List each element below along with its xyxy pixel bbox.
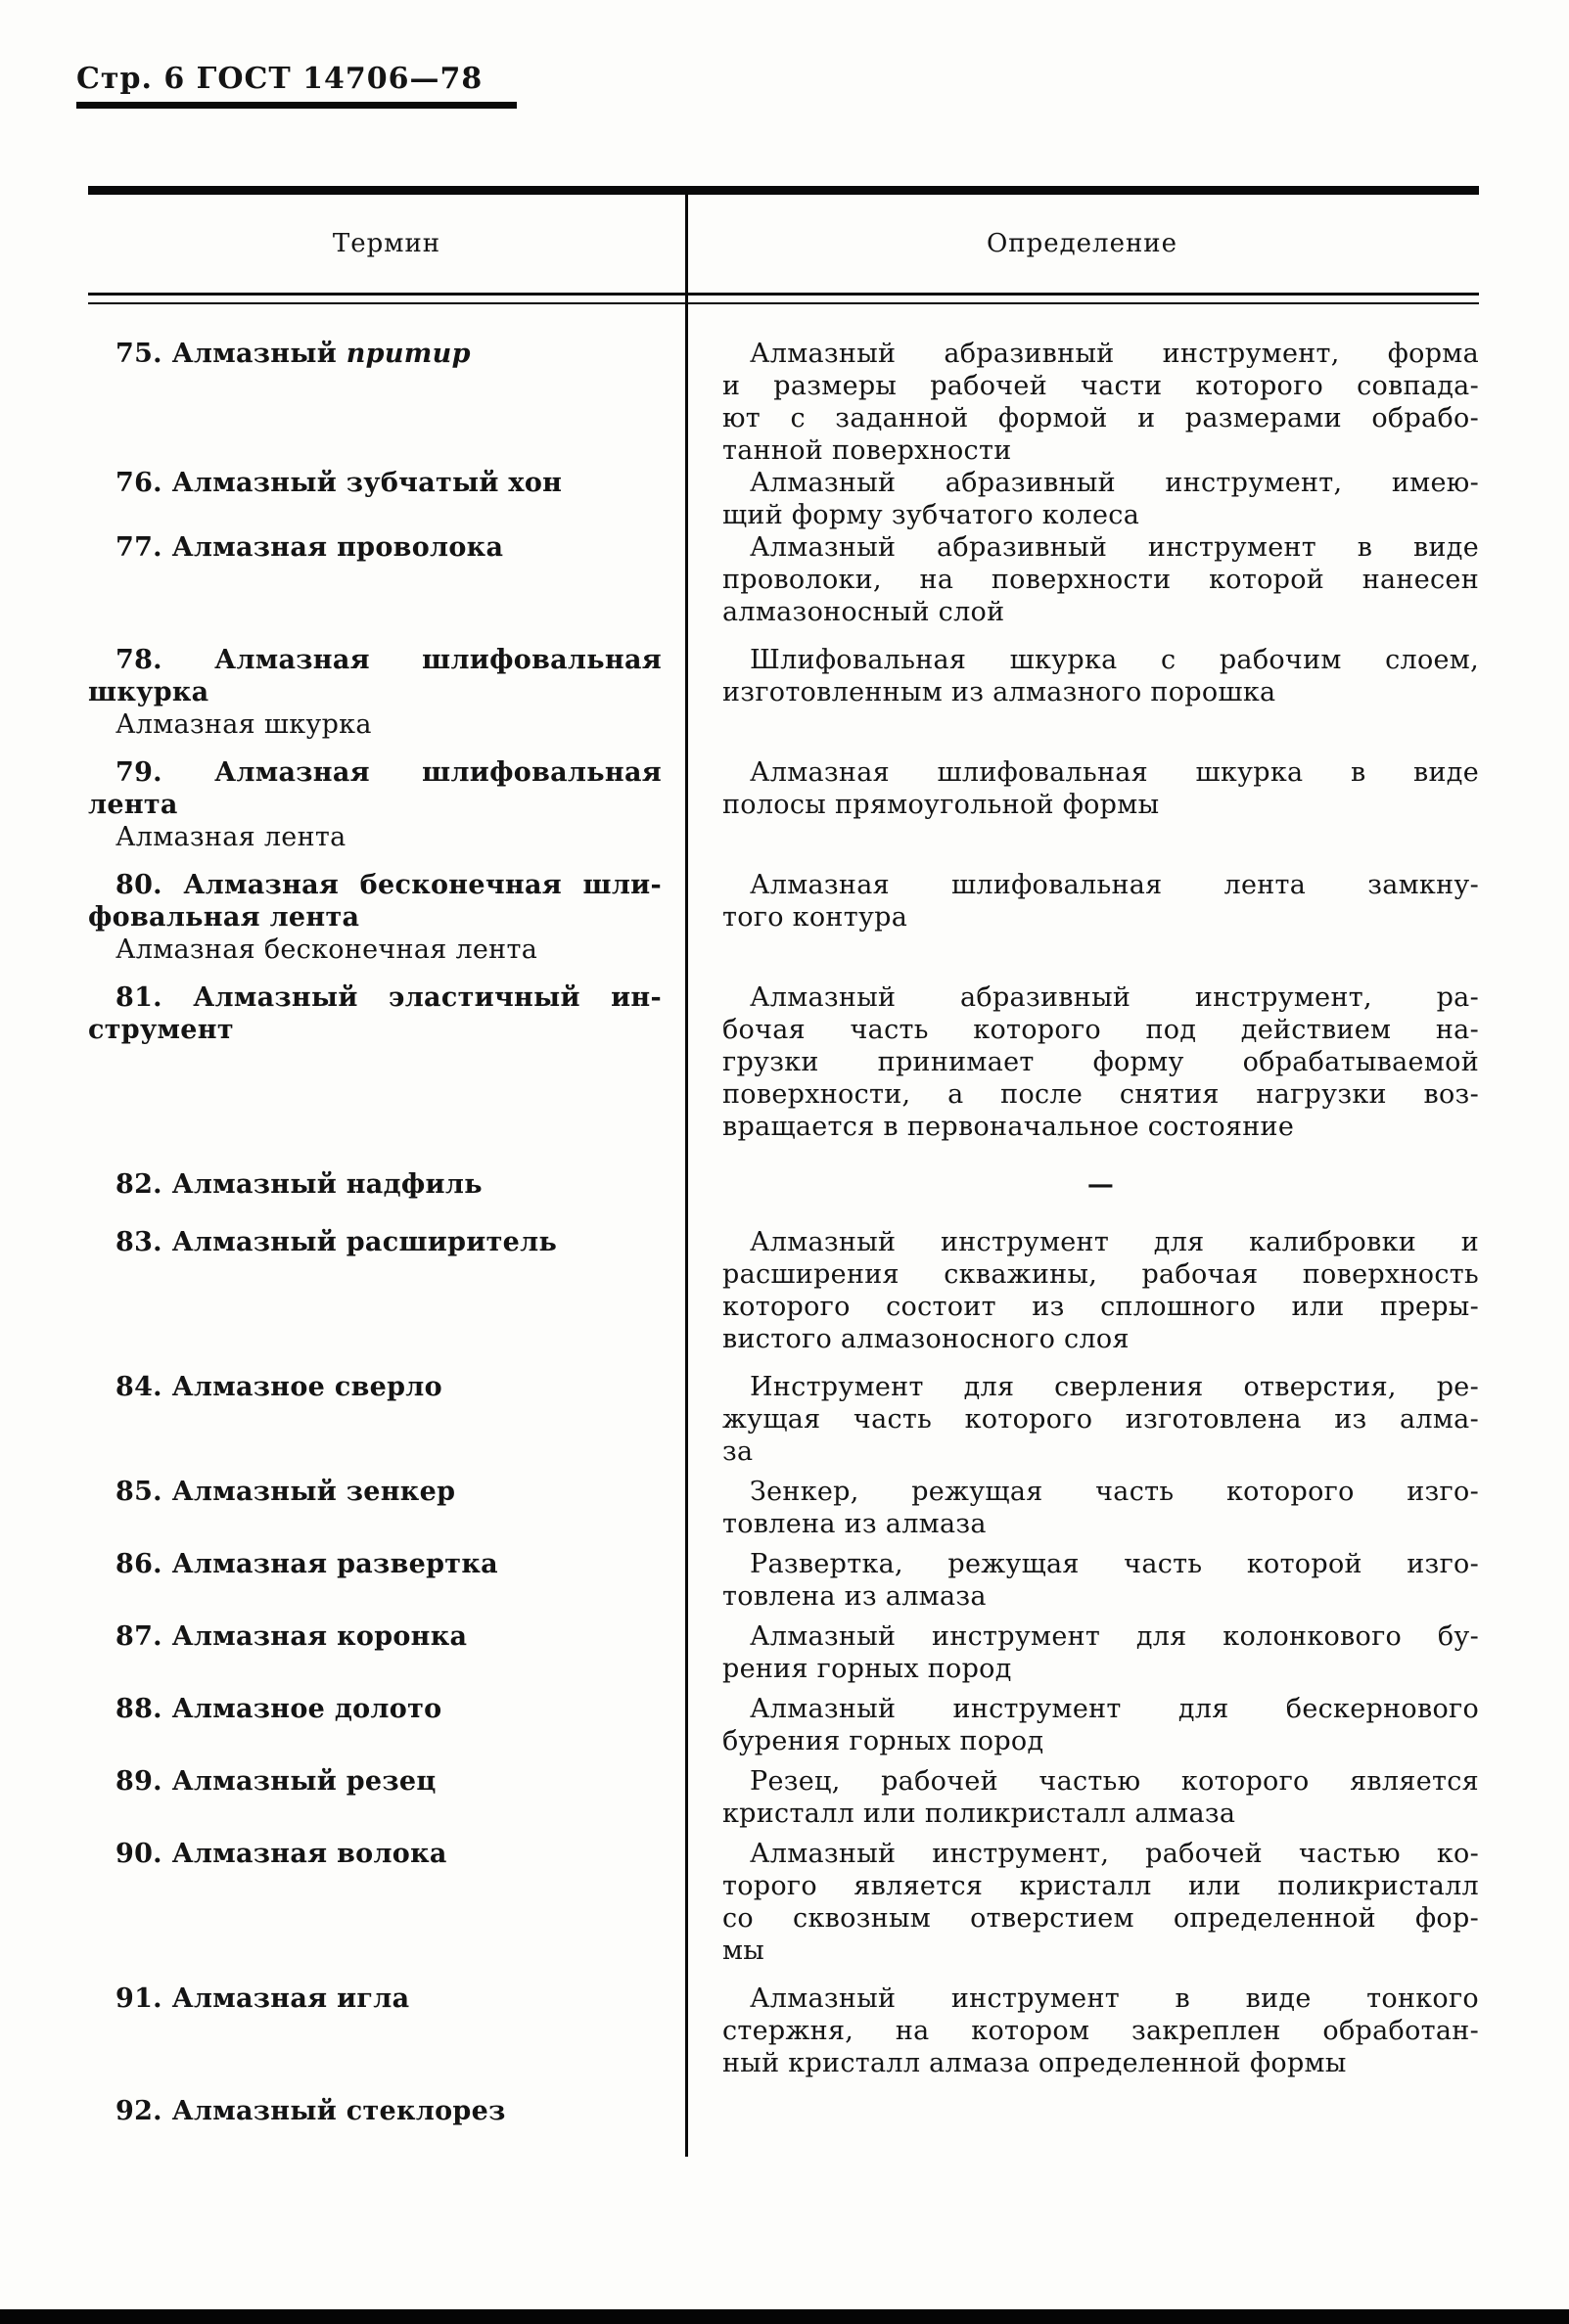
term-cell (88, 1982, 685, 2079)
terms-table (88, 186, 1479, 2157)
term-text: 87. Алмазная коронка (115, 1621, 468, 1652)
definition-text: Зенкер, режущая часть которого изго- (750, 1477, 1479, 1507)
definition-text: за (722, 1436, 754, 1467)
scan-edge-bottom (0, 2309, 1569, 2324)
definition-text: ный кристалл алмаза определенной формы (722, 2048, 1347, 2078)
definition-text: товлена из алмаза (722, 1509, 987, 1539)
term-text: 86. Алмазная развертка (115, 1549, 498, 1579)
definition-text: изготовленным из алмазного порошка (722, 677, 1276, 707)
definition-text: Инструмент для сверления отверстия, ре- (750, 1372, 1479, 1402)
definition-text: алмазоносный слой (722, 597, 1005, 627)
term-row (88, 1548, 1479, 1613)
definition-cell (685, 869, 1479, 966)
term-row (88, 1168, 1479, 1201)
definition-text: Алмазный абразивный инструмент, форма (750, 339, 1479, 369)
definition-text: торого является кристалл или поликристалл (722, 1871, 1479, 1901)
term-cell (88, 1548, 685, 1613)
page-header (76, 63, 517, 109)
term-text: 82. Алмазный надфиль (115, 1169, 483, 1200)
definition-cell (685, 338, 1479, 467)
definition-text: Алмазный инструмент для калибровки и (750, 1227, 1479, 1257)
term-cell (88, 1838, 685, 1967)
column-divider (685, 195, 688, 2157)
term-text: 75. Алмазный притир (115, 339, 471, 369)
definition-text: Алмазный абразивный инструмент в виде (750, 532, 1479, 563)
definition-dash: — (1086, 1169, 1115, 1200)
definition-cell (685, 1548, 1479, 1613)
definition-cell (685, 1982, 1479, 2079)
header-underline (76, 102, 517, 109)
term-row (88, 1693, 1479, 1757)
definition-cell (685, 1693, 1479, 1757)
term-synonym: Алмазная лента (115, 822, 346, 852)
definition-text: грузки принимает форму обрабатываемой (722, 1047, 1479, 1077)
column-header-term: Термин (332, 228, 441, 258)
term-text: 76. Алмазный зубчатый хон (115, 468, 563, 498)
definition-cell (685, 1838, 1479, 1967)
definition-text: Алмазный инструмент, рабочей частью ко- (750, 1839, 1479, 1869)
definition-text: мы (722, 1936, 765, 1966)
definition-cell (685, 1765, 1479, 1830)
term-synonym: Алмазная шкурка (115, 709, 372, 740)
definition-text: поверхности, а после снятия нагрузки воз- (722, 1079, 1479, 1110)
term-text: 78. Алмазная шлифовальная (115, 645, 662, 675)
definition-text: проволоки, на поверхности которой нанесен (722, 565, 1479, 595)
term-row (88, 1765, 1479, 1830)
header-separator (88, 293, 1479, 304)
table-rows (88, 304, 1479, 2157)
definition-text: Алмазный инструмент в виде тонкого (750, 1983, 1479, 2014)
definition-cell (685, 1226, 1479, 1355)
term-cell (88, 869, 685, 966)
definition-cell (685, 1371, 1479, 1468)
table-header-row (88, 195, 1479, 293)
term-row (88, 644, 1479, 741)
term-cell (88, 756, 685, 853)
term-text: 79. Алмазная шлифовальная (115, 757, 662, 788)
definition-text: танной поверхности (722, 435, 1012, 466)
term-row (88, 981, 1479, 1143)
term-cell (88, 1371, 685, 1468)
term-row (88, 869, 1479, 966)
definition-cell (685, 644, 1479, 741)
term-text: шкурка (88, 677, 209, 707)
definition-text: Алмазный абразивный инструмент, ра- (750, 982, 1479, 1013)
definition-text: со сквозным отверстием определенной фор- (722, 1903, 1479, 1934)
definition-text: Алмазный инструмент для колонкового бу- (750, 1621, 1479, 1652)
definition-text: бурения горных пород (722, 1726, 1044, 1756)
definition-text: Развертка, режущая часть которой изго- (750, 1549, 1479, 1579)
definition-text: расширения скважины, рабочая поверхность (722, 1259, 1479, 1290)
term-row (88, 756, 1479, 853)
term-text: 89. Алмазный резец (115, 1766, 437, 1797)
term-cell (88, 531, 685, 628)
definition-text: Алмазный инструмент для бескернового (750, 1694, 1479, 1724)
definition-text: жущая часть которого изготовлена из алма- (722, 1404, 1479, 1435)
term-cell (88, 1620, 685, 1685)
term-row (88, 1226, 1479, 1355)
definition-text: того контура (722, 902, 908, 933)
definition-cell (685, 1620, 1479, 1685)
term-text: 90. Алмазная волока (115, 1839, 447, 1869)
term-row (88, 467, 1479, 531)
definition-text: Алмазная шлифовальная шкурка в виде (750, 757, 1479, 788)
term-cell (88, 981, 685, 1143)
term-text: фовальная лента (88, 902, 360, 933)
term-text: струмент (88, 1015, 234, 1045)
term-row (88, 1476, 1479, 1540)
definition-cell (685, 981, 1479, 1143)
definition-text: Резец, рабочей частью которого является (750, 1766, 1479, 1797)
term-text: лента (88, 790, 178, 820)
definition-text: Шлифовальная шкурка с рабочим слоем, (750, 645, 1479, 675)
term-cell (88, 1168, 685, 1201)
term-row (88, 1371, 1479, 1468)
term-cell (88, 644, 685, 741)
term-cell (88, 2095, 685, 2127)
definition-text: вистого алмазоносного слоя (722, 1324, 1130, 1354)
definition-text: вращается в первоначальное состояние (722, 1112, 1295, 1142)
term-row (88, 2095, 1479, 2127)
term-text: 80. Алмазная бесконечная шли- (115, 870, 662, 900)
term-cell (88, 1693, 685, 1757)
definition-text: Алмазная шлифовальная лента замкну- (750, 870, 1479, 900)
definition-cell (685, 531, 1479, 628)
term-cell (88, 1765, 685, 1830)
definition-cell (685, 467, 1479, 531)
term-text: 85. Алмазный зенкер (115, 1477, 456, 1507)
term-cell (88, 467, 685, 531)
term-text: 81. Алмазный эластичный ин- (115, 982, 662, 1013)
page-header-text: Стр. 6 ГОСТ 14706—78 (76, 62, 484, 96)
term-synonym: Алмазная бесконечная лента (115, 934, 538, 965)
definition-cell (685, 2095, 1479, 2127)
definition-cell (685, 1476, 1479, 1540)
term-text: 92. Алмазный стеклорез (115, 2096, 506, 2126)
definition-text: кристалл или поликристалл алмаза (722, 1799, 1236, 1829)
term-cell (88, 338, 685, 467)
term-row (88, 1982, 1479, 2079)
definition-text: рения горных пород (722, 1654, 1012, 1684)
definition-cell (685, 1168, 1479, 1201)
definition-text: Алмазный абразивный инструмент, имею- (750, 468, 1479, 498)
definition-text: бочая часть которого под действием на- (722, 1015, 1479, 1045)
definition-cell (685, 756, 1479, 853)
term-text: 84. Алмазное сверло (115, 1372, 442, 1402)
term-text: 88. Алмазное долото (115, 1694, 442, 1724)
term-text: 83. Алмазный расширитель (115, 1227, 558, 1257)
definition-text: и размеры рабочей части которого совпада- (722, 371, 1479, 401)
column-header-definition: Определение (986, 228, 1178, 258)
term-row (88, 1838, 1479, 1967)
definition-text: товлена из алмаза (722, 1581, 987, 1612)
term-row (88, 1620, 1479, 1685)
term-row (88, 531, 1479, 628)
term-text: 91. Алмазная игла (115, 1983, 410, 2014)
definition-text: щий форму зубчатого колеса (722, 500, 1140, 530)
definition-text: стержня, на котором закреплен обработан- (722, 2016, 1479, 2046)
definition-text: полосы прямоугольной формы (722, 790, 1160, 820)
definition-text: ют с заданной формой и размерами обрабо- (722, 403, 1479, 433)
definition-text: которого состоит из сплошного или преры- (722, 1292, 1479, 1322)
term-cell (88, 1476, 685, 1540)
term-row (88, 338, 1479, 467)
term-cell (88, 1226, 685, 1355)
term-text: 77. Алмазная проволока (115, 532, 504, 563)
